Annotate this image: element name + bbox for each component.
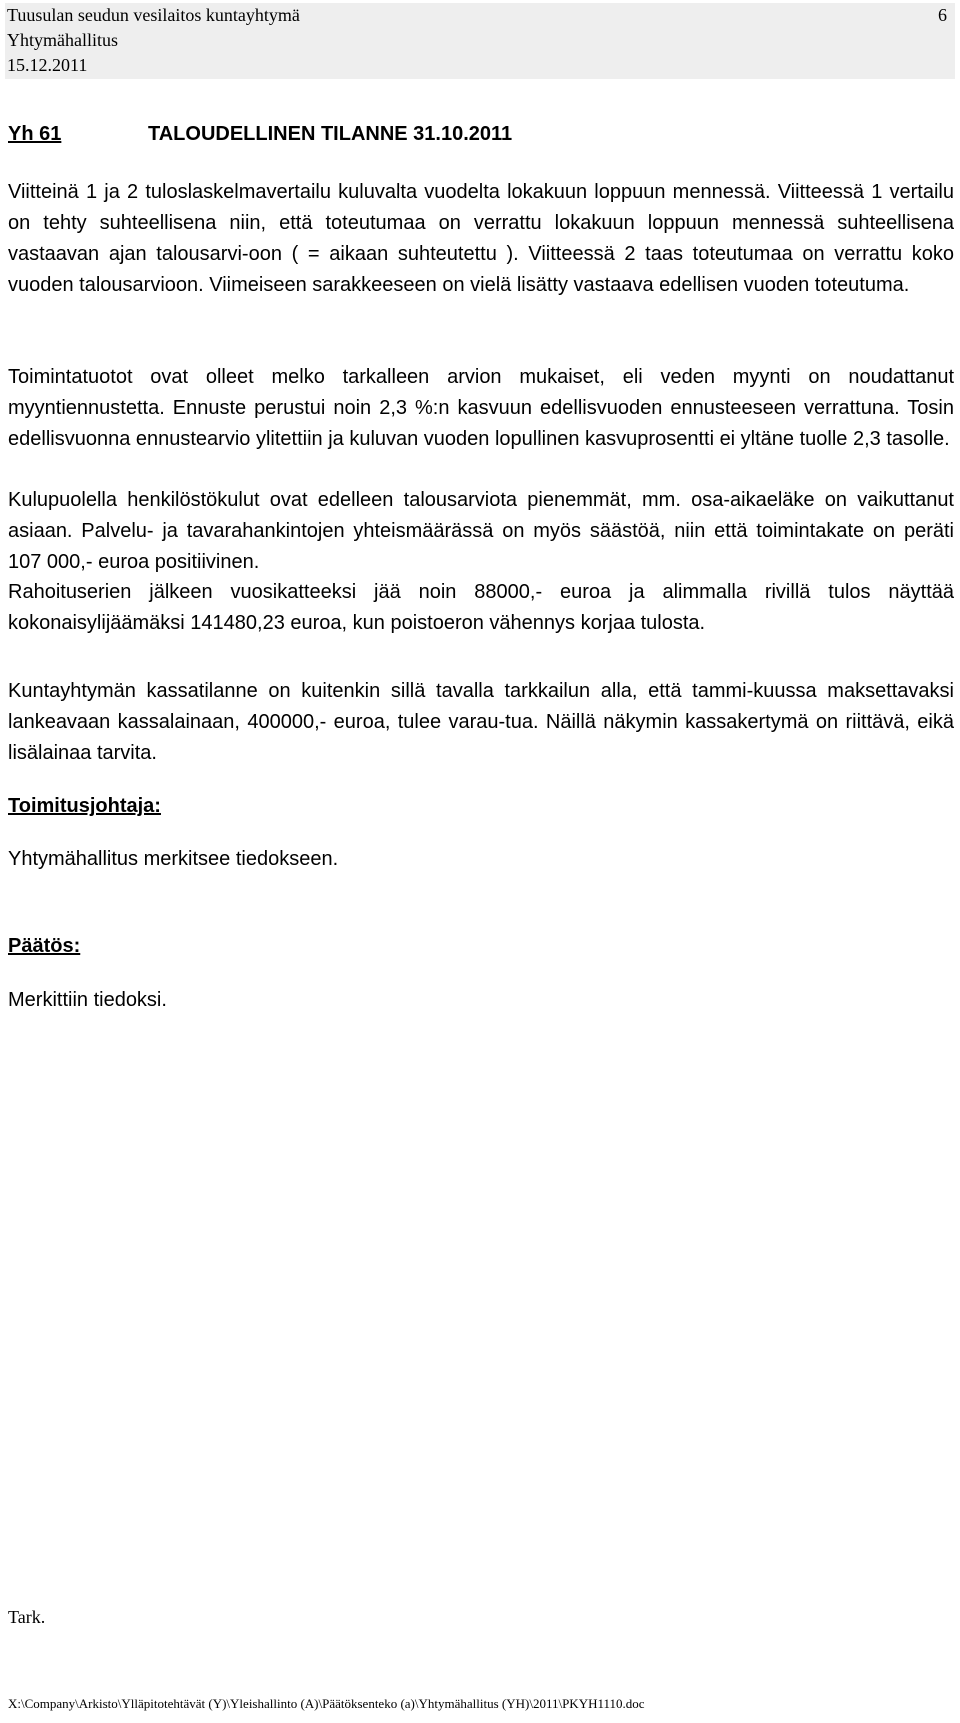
- meeting-date: 15.12.2011: [7, 55, 88, 75]
- section-title: TALOUDELLINEN TILANNE 31.10.2011: [148, 123, 513, 145]
- paragraph-expenses: Kulupuolella henkilöstökulut ovat edelleen talousarviota pienemmät, mm. osa-aikaeläke on vaikuttanut asiaan. Palvelu- ja tavarahankintojen yhteismäärässä on myös säästöä, niin että toimintakate on peräti 107 000,- euroa positiivinen.: [8, 489, 954, 573]
- board-name: Yhtymähallitus: [7, 30, 118, 50]
- page-number: 6: [938, 5, 947, 25]
- paragraph-appendix-comparison: Viitteinä 1 ja 2 tuloslaskelmavertailu kuluvalta vuodelta lokakuun loppuun mennessä. Viitteessä 1 vertailu on tehty suhteellisena niin, että toteutumaa on verrattu lokakuun loppuun mennessä suhteellisena vastaavan ajan talousarvi-oon ( = aikaan suhteutettu ). Viitteessä 2 taas toteutumaa on verrattu koko vuoden talousarvioon. Viimeiseen sarakkeeseen on vielä lisätty vastaava edellisen vuoden toteutuma.: [8, 181, 954, 296]
- paragraph-cash-position: Kuntayhtymän kassatilanne on kuitenkin sillä tavalla tarkkailun alla, että tammi-kuussa maksettavaksi lankeavaan kassalainaan, 400000,- euroa, tulee varau-tua. Näillä näkymin kassakertymä on riittävä, eikä lisälainaa tarvita.: [8, 680, 954, 764]
- organization-name: Tuusulan seudun vesilaitos kuntayhtymä: [7, 5, 300, 25]
- check-mark-label: Tark.: [8, 1607, 46, 1627]
- section-code: Yh 61: [8, 123, 62, 145]
- page-header: [5, 3, 955, 79]
- paragraph-operating-income: Toimintatuotot ovat olleet melko tarkalleen arvion mukaiset, eli veden myynti on noudattanut myyntiennustetta. Ennuste perustui noin 2,3 %:n kasvuun edellisvuoden ennusteeseen verrattuna. Tosin edellisvuonna ennustearvio ylitettiin ja kuluvan vuoden lopullinen kasvuprosentti ei yltäne tuolle 2,3 tasolle.: [8, 366, 954, 450]
- decision-heading: Päätös:: [8, 935, 81, 957]
- paragraph-financing-result: Rahoituserien jälkeen vuosikatteeksi jää noin 88000,- euroa ja alimmalla rivillä tulos näyttää kokonaisylijäämäksi 141480,23 euroa, kun poistoeron vähennys korjaa tulosta.: [8, 581, 954, 634]
- section-heading: [8, 123, 512, 146]
- proposal-heading: Toimitusjohtaja:: [8, 795, 161, 817]
- proposal-text: Yhtymähallitus merkitsee tiedokseen.: [8, 848, 339, 870]
- file-path-footer: X:\Company\Arkisto\Ylläpitotehtävät (Y)\Yleishallinto (A)\Päätöksenteko (a)\Yhtymähallitus (YH)\2011\PKYH1110.doc: [8, 1696, 645, 1711]
- decision-text: Merkittiin tiedoksi.: [8, 989, 167, 1011]
